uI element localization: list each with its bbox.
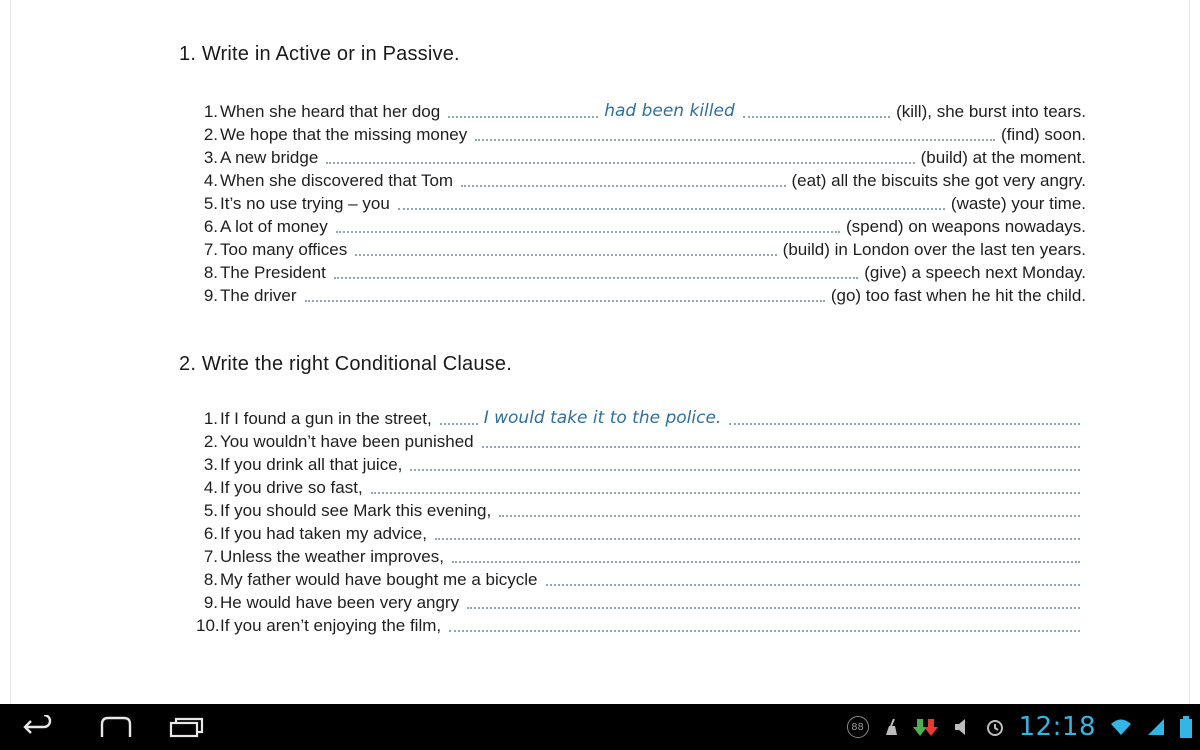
answer-blank[interactable]	[334, 273, 858, 279]
exercise2-item	[196, 567, 1086, 590]
download-icon[interactable]	[913, 717, 939, 737]
item-prompt: It’s no use trying – you	[220, 194, 390, 213]
item-prompt: My father would have bought me a bicycle	[220, 570, 538, 589]
answer-blank[interactable]	[729, 419, 1080, 425]
item-number: 10.	[196, 616, 220, 635]
item-prompt: A new bridge	[220, 148, 319, 167]
answer-blank[interactable]	[449, 626, 1080, 632]
item-prompt: A lot of money	[220, 217, 328, 236]
home-icon	[98, 715, 134, 739]
answer-blank[interactable]	[440, 419, 478, 425]
verb-hint: (waste) your time.	[950, 194, 1086, 213]
item-prompt: If you aren’t enjoying the film,	[220, 616, 442, 635]
item-prompt: If I found a gun in the street,	[220, 409, 432, 428]
item-number: 2.	[203, 125, 218, 144]
item-number: 5.	[203, 194, 218, 213]
item-number: 3.	[203, 455, 218, 474]
item-prompt: Unless the weather improves,	[220, 547, 444, 566]
item-prompt: Too many offices	[220, 240, 348, 259]
cleaner-icon[interactable]	[883, 718, 899, 736]
exercise2-item	[196, 429, 1086, 452]
answer-blank[interactable]	[743, 112, 890, 118]
exercise2-item	[196, 498, 1086, 521]
exercise1-item	[196, 122, 1086, 145]
verb-hint: (find) soon.	[1000, 125, 1086, 144]
verb-hint: (eat) all the biscuits she got very angry.	[791, 171, 1086, 190]
verb-hint: (kill), she burst into tears.	[896, 102, 1086, 121]
answer-blank[interactable]	[398, 204, 945, 210]
item-prompt: When she discovered that Tom	[220, 171, 454, 190]
recent-apps-icon	[166, 715, 206, 739]
item-prompt: We hope that the missing money	[220, 125, 468, 144]
handwritten-answer: had been killed	[604, 101, 735, 121]
exercise2-item	[196, 544, 1086, 567]
status-clock[interactable]: 12:18	[1018, 712, 1096, 742]
exercise2-item	[196, 590, 1086, 613]
worksheet-page	[10, 0, 1190, 704]
answer-blank[interactable]	[336, 227, 840, 233]
item-number: 9.	[203, 286, 218, 305]
item-prompt: When she heard that her dog	[220, 102, 441, 121]
answer-blank[interactable]	[410, 465, 1080, 471]
verb-hint: (build) at the moment.	[920, 148, 1086, 167]
exercise2-list	[196, 406, 1086, 636]
exercise2-title: 2. Write the right Conditional Clause.	[179, 353, 512, 375]
status-area[interactable]	[847, 704, 1192, 750]
answer-blank[interactable]	[461, 181, 785, 187]
item-number: 2.	[203, 432, 218, 451]
exercise2-item	[196, 452, 1086, 475]
answer-blank[interactable]	[482, 442, 1080, 448]
handwritten-answer: I would take it to the police.	[483, 408, 722, 428]
item-prompt: If you had taken my advice,	[220, 524, 427, 543]
item-number: 3.	[203, 148, 218, 167]
verb-hint: (give) a speech next Monday.	[864, 263, 1086, 282]
notification-count-icon[interactable]	[847, 716, 869, 738]
exercise1-item	[196, 191, 1086, 214]
verb-hint: (spend) on weapons nowadays.	[845, 217, 1086, 236]
back-button[interactable]	[14, 711, 62, 743]
item-number: 7.	[203, 547, 218, 566]
wifi-icon[interactable]	[1110, 718, 1132, 736]
item-number: 9.	[203, 593, 218, 612]
answer-blank[interactable]	[355, 250, 776, 256]
recent-apps-button[interactable]	[162, 711, 210, 743]
item-number: 7.	[203, 240, 218, 259]
item-number: 8.	[203, 570, 218, 589]
alarm-icon[interactable]	[985, 717, 1005, 737]
answer-blank[interactable]	[305, 296, 825, 302]
back-arrow-icon	[22, 715, 54, 739]
item-prompt: The President	[220, 263, 326, 282]
answer-blank[interactable]	[467, 603, 1080, 609]
item-number: 1.	[203, 102, 218, 121]
exercise1-item	[196, 237, 1086, 260]
item-number: 8.	[203, 263, 218, 282]
item-number: 4.	[203, 478, 218, 497]
item-number: 1.	[203, 409, 218, 428]
answer-blank[interactable]	[435, 534, 1080, 540]
verb-hint: (build) in London over the last ten years.	[782, 240, 1086, 259]
item-number: 5.	[203, 501, 218, 520]
exercise1-list	[196, 99, 1086, 306]
exercise2-item	[196, 406, 1086, 429]
exercise2-item	[196, 475, 1086, 498]
exercise1-item	[196, 214, 1086, 237]
verb-hint: (go) too fast when he hit the child.	[830, 286, 1086, 305]
signal-icon[interactable]	[1146, 718, 1166, 736]
system-navigation-bar	[0, 704, 1200, 750]
item-number: 6.	[203, 524, 218, 543]
answer-blank[interactable]	[448, 112, 598, 118]
answer-blank[interactable]	[452, 557, 1080, 563]
answer-blank[interactable]	[499, 511, 1080, 517]
item-prompt: He would have been very angry	[220, 593, 460, 612]
exercise2-item	[196, 613, 1086, 636]
exercise1-item	[196, 145, 1086, 168]
item-number: 6.	[203, 217, 218, 236]
answer-blank[interactable]	[546, 580, 1080, 586]
volume-icon[interactable]	[953, 718, 971, 736]
item-prompt: The driver	[220, 286, 297, 305]
answer-blank[interactable]	[371, 488, 1080, 494]
exercise2-item	[196, 521, 1086, 544]
item-prompt: If you drink all that juice,	[220, 455, 403, 474]
answer-blank[interactable]	[326, 158, 914, 164]
item-prompt: You wouldn’t have been punished	[220, 432, 474, 451]
exercise1-item	[196, 168, 1086, 191]
item-prompt: If you drive so fast,	[220, 478, 363, 497]
exercise1-item	[196, 283, 1086, 306]
exercise1-item	[196, 260, 1086, 283]
answer-blank[interactable]	[475, 135, 995, 141]
battery-icon[interactable]	[1180, 716, 1192, 738]
exercise1-item	[196, 99, 1086, 122]
home-button[interactable]	[92, 711, 140, 743]
exercise1-title: 1. Write in Active or in Passive.	[179, 43, 460, 65]
notification-count: 88	[851, 721, 864, 733]
item-number: 4.	[203, 171, 218, 190]
item-prompt: If you should see Mark this evening,	[220, 501, 492, 520]
